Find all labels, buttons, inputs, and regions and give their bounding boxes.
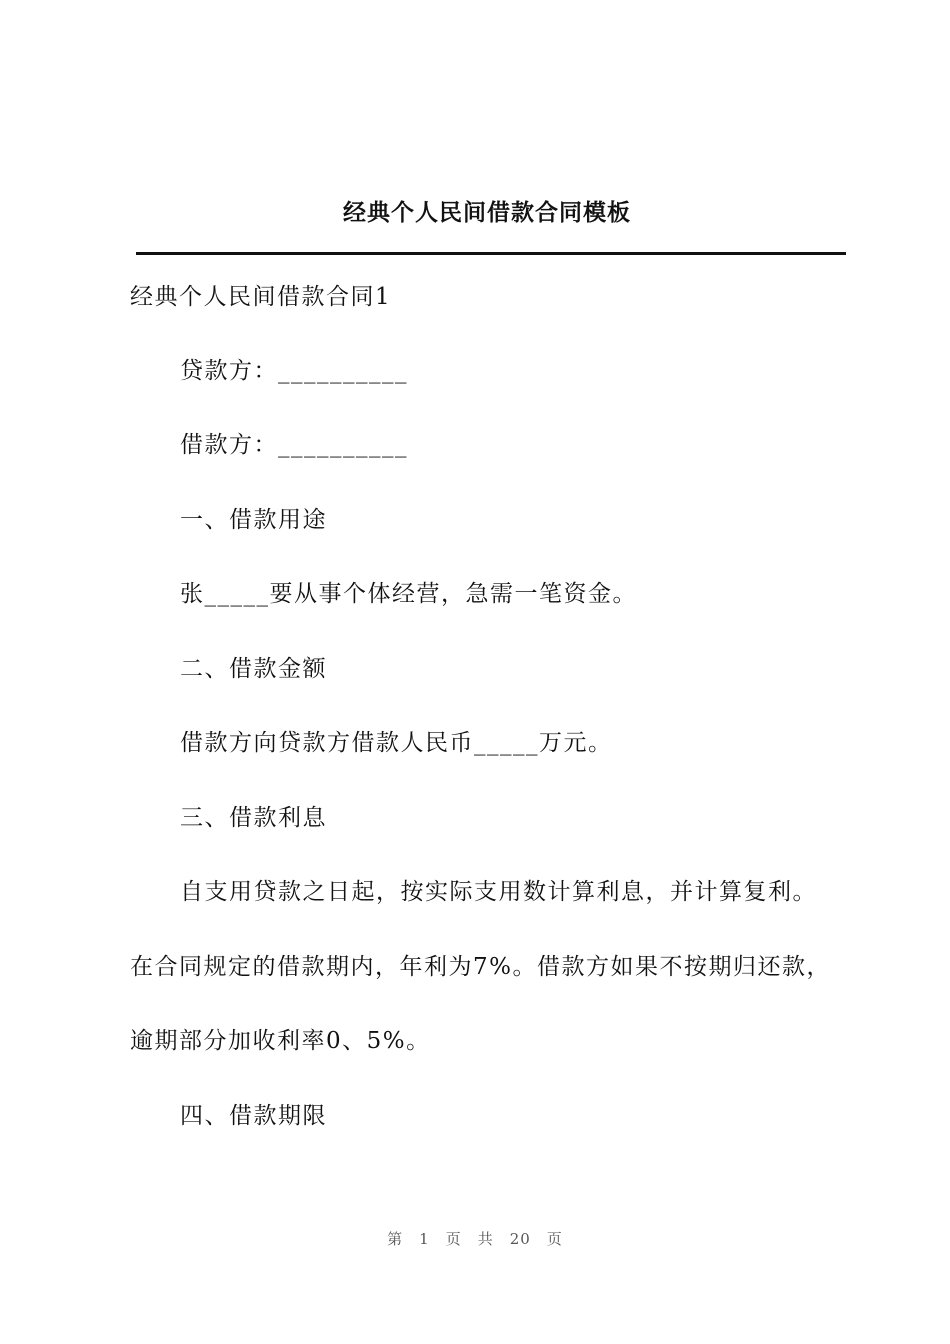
footer-page-suffix: 页 xyxy=(445,1230,462,1248)
footer-current-page: 1 xyxy=(419,1230,430,1248)
lender-line: 贷款方：__________ xyxy=(180,358,408,384)
footer-total-pages: 20 xyxy=(509,1230,531,1248)
section-heading-term: 四、借款期限 xyxy=(180,1103,327,1129)
footer-page-label: 第 xyxy=(387,1230,404,1248)
footer-pages-suffix: 页 xyxy=(546,1230,563,1248)
page-footer xyxy=(0,1229,950,1249)
section-heading-purpose: 一、借款用途 xyxy=(180,507,327,533)
section-body-purpose: 张_____要从事个体经营，急需一笔资金。 xyxy=(180,581,637,607)
document-title: 经典个人民间借款合同模板 xyxy=(343,199,631,226)
section-body-amount: 借款方向贷款方借款人民币_____万元。 xyxy=(180,730,613,756)
borrower-line: 借款方：__________ xyxy=(180,432,408,458)
contract-subtitle: 经典个人民间借款合同1 xyxy=(130,284,392,310)
section-heading-interest: 三、借款利息 xyxy=(180,805,327,831)
section-body-interest-line3: 逾期部分加收利率0、5%。 xyxy=(130,1028,431,1054)
section-body-interest-line1: 自支用贷款之日起，按实际支用数计算利息，并计算复利。 xyxy=(180,879,817,905)
footer-total-label: 共 xyxy=(477,1230,494,1248)
title-divider xyxy=(136,252,846,255)
section-body-interest-line2: 在合同规定的借款期内，年利为7%。借款方如果不按期归还款， xyxy=(130,954,831,980)
section-heading-amount: 二、借款金额 xyxy=(180,656,327,682)
